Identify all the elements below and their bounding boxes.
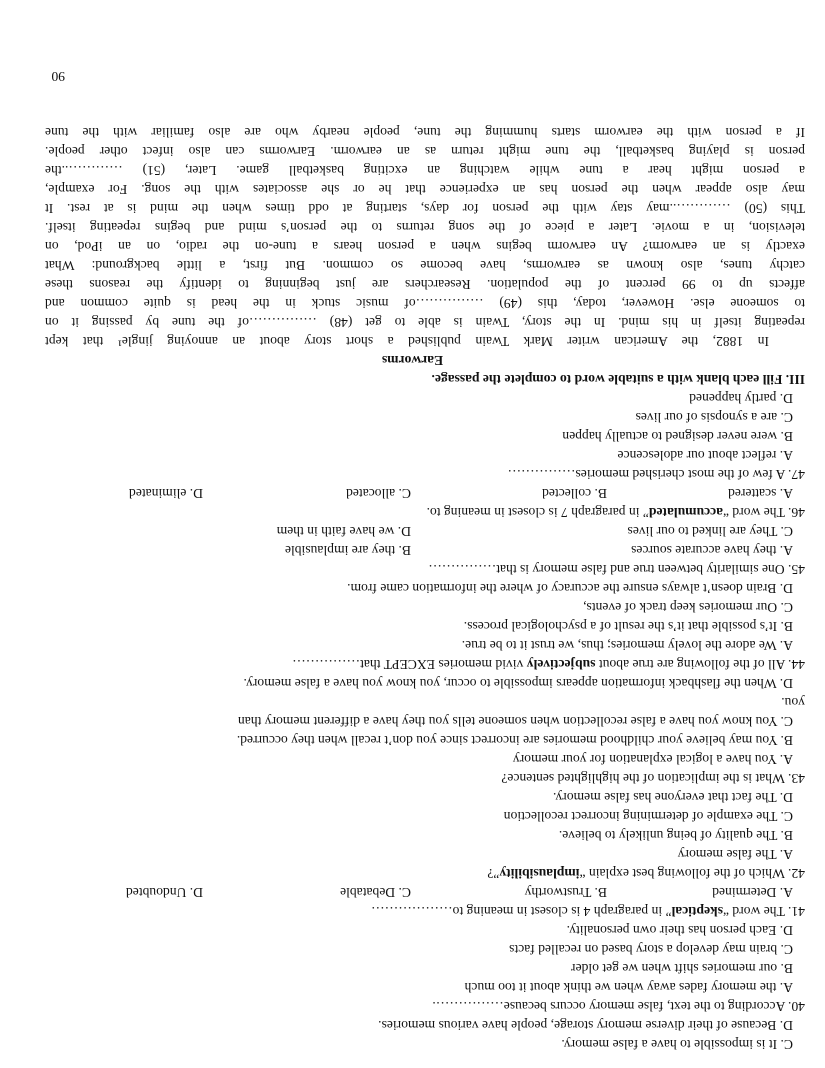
- q47-option-a: A. reflect about our adolescence: [617, 448, 793, 463]
- q43-option-a: A. You have a logical explanation for your memory: [512, 752, 793, 767]
- q47-option-c: C. are a synopsis of our lives: [635, 410, 793, 425]
- q44-option-c: C. Our memories keep track of events,: [583, 600, 793, 615]
- q46-option-c: C. allocated: [346, 486, 411, 501]
- q42-option-d: D. The fact that everyone has false memory.: [552, 790, 793, 805]
- passage-title: Earworms: [381, 353, 444, 368]
- q41-option-a: A. Determined: [712, 885, 793, 900]
- q44-option-d: D. Brain doesn’t always ensure the accuracy of where the information came from.: [347, 581, 793, 596]
- q40-option-b: B. our memories shift when we get older: [571, 961, 793, 976]
- passage-line: person is playing basketball, the tune might return as an earworm. Earworms can also infect other people.: [45, 144, 805, 159]
- passage-line: If a person with the earworm starts humming the tune, people nearby who are also familiar with the tune: [45, 125, 805, 140]
- passage-line: catchy tunes, also known as earworms, have become so common. But first, a little background: What: [45, 258, 805, 273]
- q41-option-d: D. Undoubted: [125, 885, 203, 900]
- question-42-stem: 42. Which of the following best explain “implausibility”?: [487, 866, 805, 881]
- q42-option-b: B. The quality of being unlikely to believe.: [558, 828, 793, 843]
- passage-line: This (50) …………..may stay with the person for days, starting at odd times when the mind is at rest. It: [45, 201, 805, 216]
- q43-option-d: D. When the flashback information appears impossible to occur, you know you have a false memory.: [243, 676, 793, 691]
- question-41-stem: 41. The word “skeptical” in paragraph 4 is closest in meaning to………………: [371, 904, 805, 919]
- q46-option-a: A. scattered: [728, 486, 793, 501]
- passage-line: may also appear when the person has an experience that he or she associates with the song. For example,: [45, 182, 805, 197]
- passage-line: exactly is an earworm? An earworm begins when a person hears a tune-on the radio, on an iPod, on: [45, 239, 805, 254]
- passage-line: In 1882, the American writer Mark Twain published a short story about an annoying jingle¹ that kept: [45, 334, 769, 349]
- q44-option-b: B. It’s possible that it’s the result of a psychological process.: [463, 619, 793, 634]
- q41-option-c: C. Debatable: [340, 885, 411, 900]
- q40-option-c: C. brain may develop a story based on recalled facts: [509, 942, 793, 957]
- q46-option-d: D. eliminated: [129, 486, 203, 501]
- q43-option-b: B. You may believe your childhood memories are incorrect since you don’t recall when they occurred.: [236, 733, 793, 748]
- question-44-stem: 44. All of the following are true about subjectively vivid memories EXCEPT that……………: [292, 657, 805, 672]
- q39-option-c: C. It is impossible to have a false memory.: [561, 1037, 793, 1052]
- keyword-skeptical: skeptical: [671, 904, 723, 919]
- q45-option-c: C. They are linked to our lives: [627, 524, 793, 539]
- page-number: 90: [51, 69, 65, 84]
- keyword-implausibility: implausibility: [499, 866, 580, 881]
- q43-option-c: C. You know you have a false recollection when someone tells you they have a different memory than: [237, 714, 793, 729]
- q42-option-a: A. The false memory: [677, 847, 793, 862]
- q45-option-a: A. they have accurate sources: [631, 543, 793, 558]
- section-heading: III. Fill each blank with a suitable word to complete the passage.: [431, 372, 805, 387]
- passage-line: a person might hear a tune while watching an exciting basketball game. Later, (51) …………..the: [45, 163, 805, 178]
- q47-option-b: B. were never designed to actually happen: [562, 429, 793, 444]
- q45-option-b: B. they are implausible: [284, 543, 411, 558]
- keyword-subjectively: subjectively: [526, 657, 596, 672]
- q46-option-b: B. collected: [542, 486, 607, 501]
- passage-line: repeating itself in his mind. In the story, Twain is able to get (48) ……………of the tune by passing it on: [45, 315, 805, 330]
- question-45-stem: 45. One similarity between true and false memory is that……………: [428, 562, 805, 577]
- q43-option-c-continued: you.: [781, 695, 805, 710]
- passage-line: affects up to 99 percent of the population. Researchers are just beginning to identify the reasons these: [45, 277, 805, 292]
- q40-option-d: D. Each person has their own personality.: [566, 923, 793, 938]
- question-47-stem: 47. A few of the most cherished memories……………: [507, 467, 805, 482]
- passage-line: to someone else. However, today, this (49) ……………of music stuck in the head is quite common and: [45, 296, 805, 311]
- keyword-accumulated: accumulated: [648, 505, 723, 520]
- q44-option-a: A. We adore the lovely memories; thus, we trust it to be true.: [461, 638, 793, 653]
- passage-line: television, in a movie. Later a piece of the song returns to the person’s mind and begins repeating itself.: [45, 220, 805, 235]
- question-43-stem: 43. What is the implication of the highlighted sentence?: [501, 771, 805, 786]
- question-46-stem: 46. The word “accumulated” in paragraph 7 is closest in meaning to.: [426, 505, 805, 520]
- question-40-stem: 40. According to the text, false memory occurs because…………….: [432, 999, 805, 1014]
- q42-option-c: C. The example of determining incorrect recollection: [503, 809, 793, 824]
- q40-option-a: A. the memory fades away when we think about it too much: [464, 980, 793, 995]
- q47-option-d: D. partly happened: [689, 391, 793, 406]
- q39-option-d: D. Because of their diverse memory storage, people have various memories.: [378, 1018, 793, 1033]
- q45-option-d: D. we have faith in them: [276, 524, 411, 539]
- q41-option-b: B. Trustworthy: [524, 885, 607, 900]
